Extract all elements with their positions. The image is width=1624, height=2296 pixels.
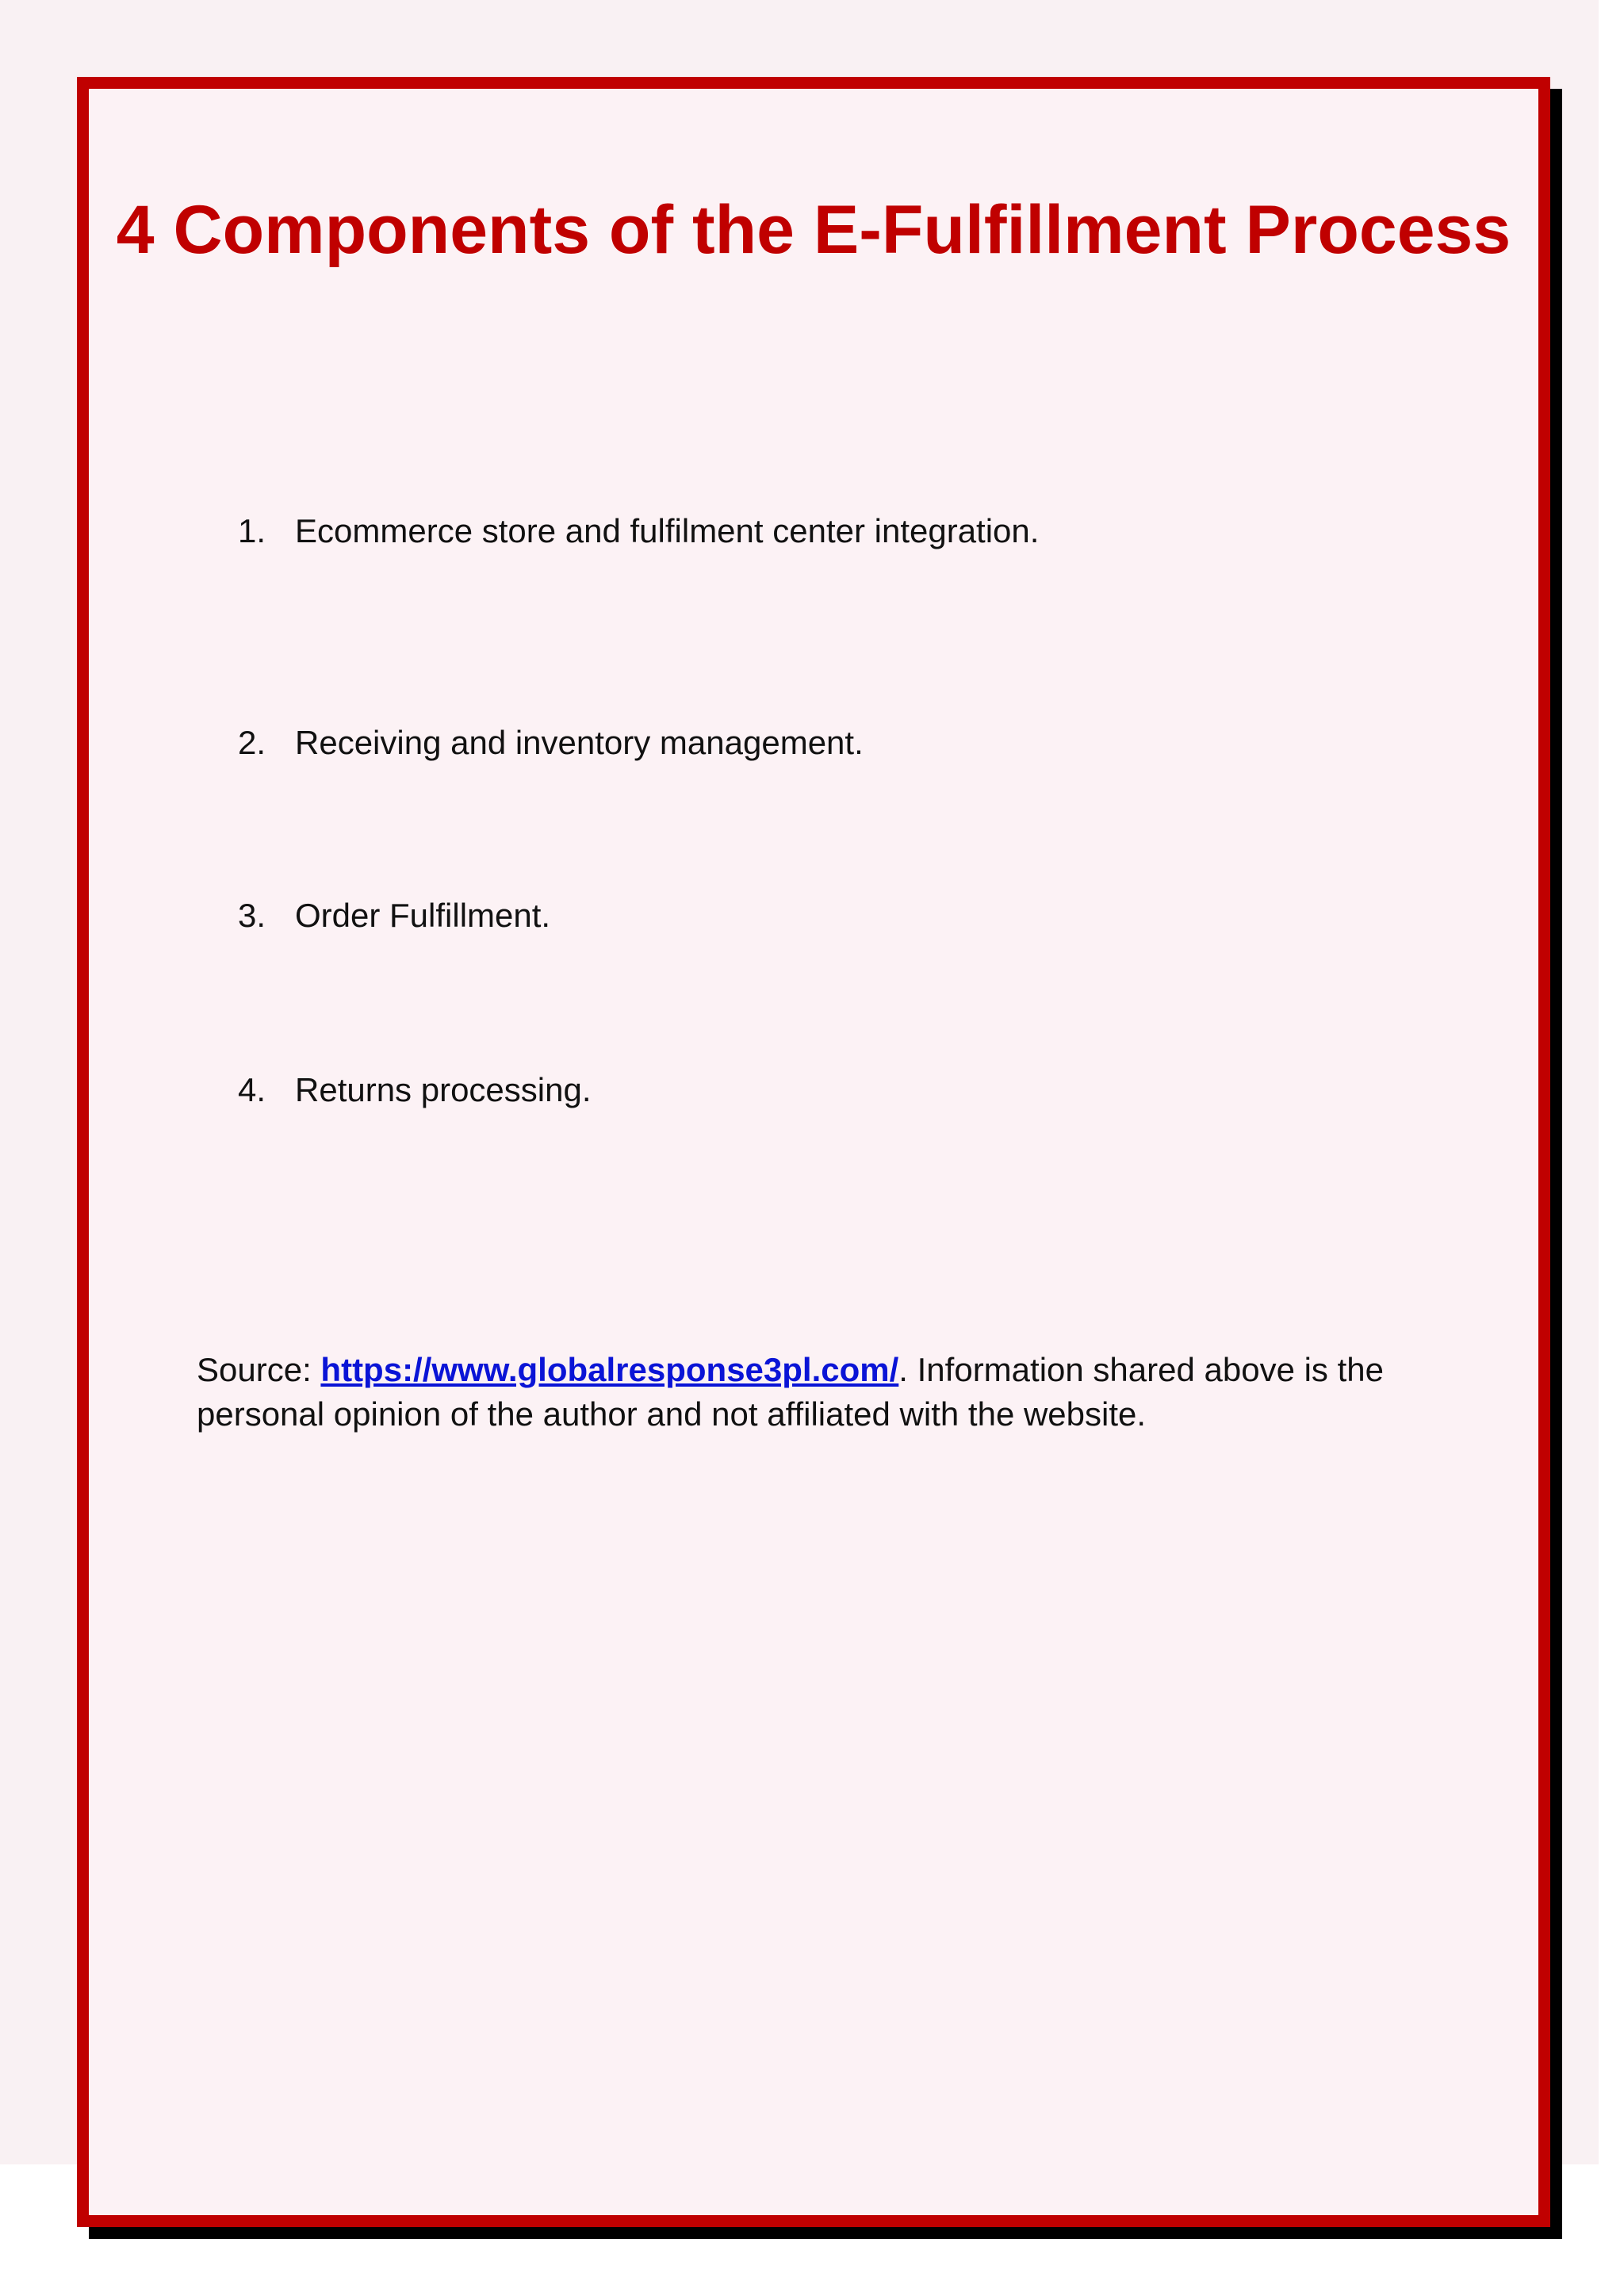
list-item (238, 511, 1039, 551)
list-item (238, 723, 864, 763)
page-bottom-margin (0, 2245, 1624, 2296)
page-title: 4 Components of the E-Fulfillment Process (116, 192, 1511, 268)
list-item-number: 1. (238, 512, 266, 549)
list-item (238, 896, 550, 936)
list-item-number: 4. (238, 1071, 266, 1108)
list-item-text: Ecommerce store and fulfilment center integration. (295, 512, 1040, 549)
source-label: Source: (197, 1351, 312, 1388)
source-link[interactable]: https://www.globalresponse3pl.com/ (320, 1351, 899, 1388)
source-note (197, 1348, 1434, 1437)
list-item (238, 1070, 592, 1110)
source-disclaimer: . Information shared above is the personal opinion of the author and not affiliated with the website. (197, 1351, 1384, 1433)
list-item-number: 2. (238, 724, 266, 761)
list-item-text: Order Fulfillment. (295, 897, 551, 934)
list-item-text: Receiving and inventory management. (295, 724, 864, 761)
document-frame (77, 77, 1550, 2227)
list-item-number: 3. (238, 897, 266, 934)
list-item-text: Returns processing. (295, 1071, 592, 1108)
